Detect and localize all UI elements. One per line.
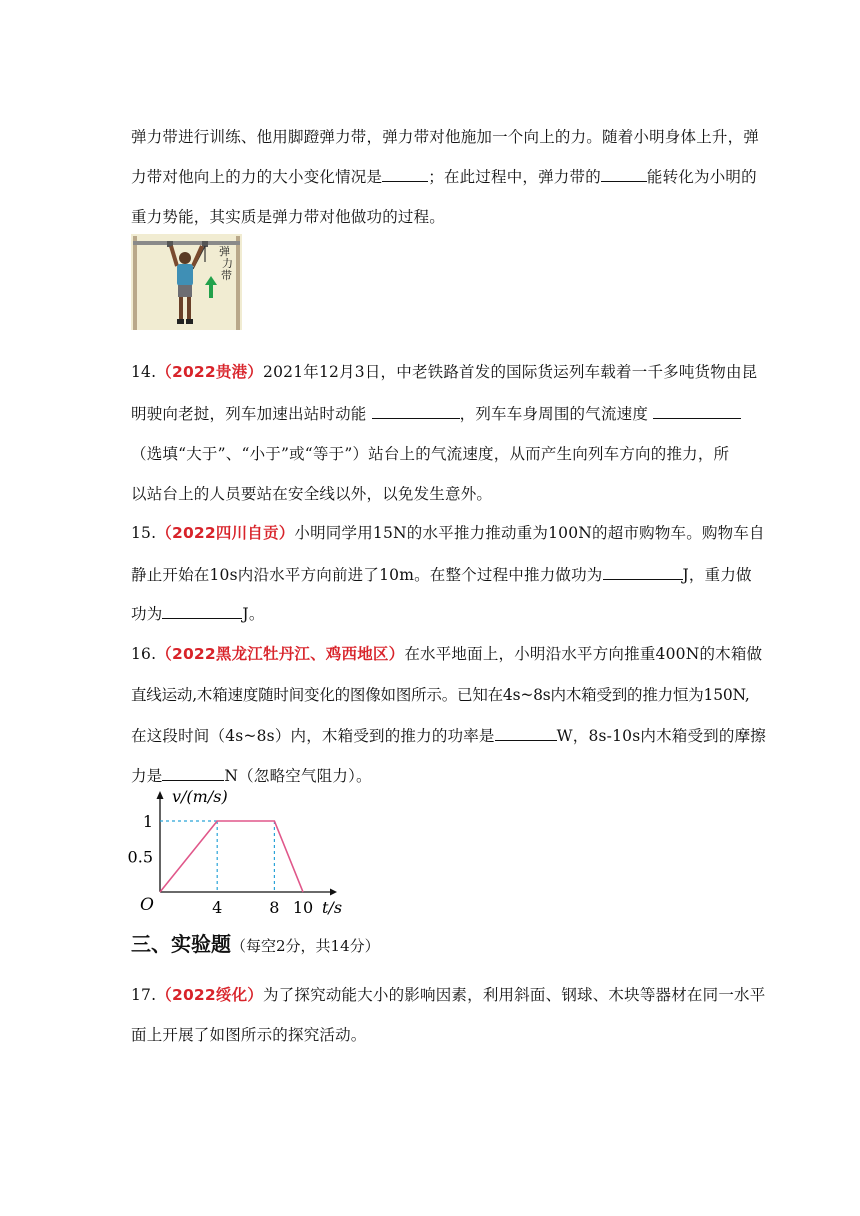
q17-line-2: 面上开展了如图所示的探究活动。: [131, 1026, 367, 1044]
q14-line-3: （选填“大于”、“小于”或“等于”）站台上的气流速度，从而产生向列车方向的推力，所: [131, 445, 730, 463]
q15-answer-blank-1[interactable]: [603, 565, 683, 580]
q13-answer-blank-2[interactable]: [601, 167, 647, 182]
q16-text-a: 在这段时间（4s~8s）内，木箱受到的推力的功率是: [131, 727, 495, 745]
q14-line-2: [131, 402, 741, 424]
section-heading: [131, 928, 380, 957]
q16-text-d: N（忽略空气阻力）。: [224, 767, 372, 785]
q15-text-d: J。: [242, 605, 265, 623]
q16-line-2: 直线运动,木箱速度随时间变化的图像如图所示。已知在4s~8s内木箱受到的推力恒为150N,: [131, 686, 750, 704]
q15-line-2: [131, 563, 752, 585]
q16-number: 16.: [131, 645, 157, 663]
q14-text-b: ，列车车身周围的气流速度: [459, 405, 649, 423]
q14-source: （2022贵港）: [156, 363, 264, 381]
q13-line-3: 重力势能，其实质是弹力带对他做功的过程。: [131, 208, 446, 226]
q14-line-1: [131, 360, 757, 382]
x-tick-label: 8: [269, 898, 280, 917]
q17-line-1: [131, 983, 765, 1005]
q15-text-a: 静止开始在10s内沿水平方向前进了10m。在整个过程中推力做功为: [131, 566, 603, 584]
y-tick-labels: [128, 812, 153, 867]
guide-lines: [160, 821, 274, 892]
q15-answer-blank-2[interactable]: [162, 604, 242, 619]
q13-line-2: [131, 165, 757, 187]
q16-text-b: W，8s-10s内木箱受到的摩擦: [556, 727, 766, 745]
q15-source: （2022四川自贡）: [156, 524, 295, 542]
x-axis-label: t/s: [322, 898, 343, 917]
q13-text-a: 力带对他向上的力的大小变化情况是: [131, 168, 383, 186]
q14-answer-blank-1[interactable]: [372, 404, 460, 419]
y-tick-label: 1: [142, 812, 153, 831]
q13-text-b: ；在此过程中，弹力带的: [428, 168, 601, 186]
x-tick-label: 10: [292, 898, 314, 917]
figure-label-2: 力: [222, 257, 233, 270]
y-axis-label: v/(m/s): [172, 787, 228, 806]
q13-text-c: 能转化为小明的: [646, 168, 757, 186]
q14-line-4: 以站台上的人员要站在安全线以外，以免发生意外。: [131, 485, 493, 503]
q14-answer-blank-2[interactable]: [653, 404, 741, 419]
y-axis-arrow-icon: [157, 791, 164, 799]
q16-line-3: [131, 724, 766, 746]
x-tick-label: 4: [212, 898, 223, 917]
q13-answer-blank-1[interactable]: [382, 167, 428, 182]
q16-answer-blank-2[interactable]: [162, 766, 224, 781]
figure-label-3: 带: [221, 269, 232, 282]
figure-label-1: 弹: [219, 245, 230, 258]
q14-text: 2021年12月3日，中老铁路首发的国际货运列车载着一千多吨货物由昆: [263, 363, 758, 381]
q14-text-a: 明驶向老挝，列车加速出站时动能: [131, 405, 367, 423]
elastic-band-figure: [131, 234, 242, 330]
q17-number: 17.: [131, 986, 157, 1004]
q15-number: 15.: [131, 524, 157, 542]
q16-answer-blank-1[interactable]: [495, 726, 557, 741]
q16-text-c: 力是: [131, 767, 163, 785]
q16-text: 在水平地面上，小明沿水平方向推重400N的木箱做: [404, 645, 763, 663]
q17-source: （2022绥化）: [156, 986, 264, 1004]
origin-label: O: [140, 895, 154, 915]
q13-line-1: 弹力带进行训练、他用脚蹬弹力带，弹力带对他施加一个向上的力。随着小明身体上升，弹: [131, 128, 760, 146]
q15-text: 小明同学用15N的水平推力推动重为100N的超市购物车。购物车自: [294, 524, 765, 542]
velocity-time-graph: [125, 784, 343, 920]
y-tick-label: 0.5: [127, 847, 153, 867]
q15-line-1: [131, 521, 765, 543]
q16-line-1: [131, 642, 762, 664]
x-tick-labels: [212, 898, 313, 917]
velocity-series-line: [160, 821, 303, 892]
q15-line-3: [131, 602, 265, 624]
q14-number: 14.: [131, 363, 157, 381]
q16-line-4: [131, 764, 372, 786]
q16-source: （2022黑龙江牡丹江、鸡西地区）: [156, 645, 405, 663]
q15-text-c: 功为: [131, 605, 163, 623]
q15-text-b: J，重力做: [682, 566, 752, 584]
section-title: 三、实验题: [131, 932, 231, 956]
section-score-note: （每空2分，共14分）: [231, 937, 380, 955]
q17-text: 为了探究动能大小的影响因素，利用斜面、钢球、木块等器材在同一水平: [263, 986, 766, 1004]
x-axis-arrow-icon: [330, 889, 337, 896]
